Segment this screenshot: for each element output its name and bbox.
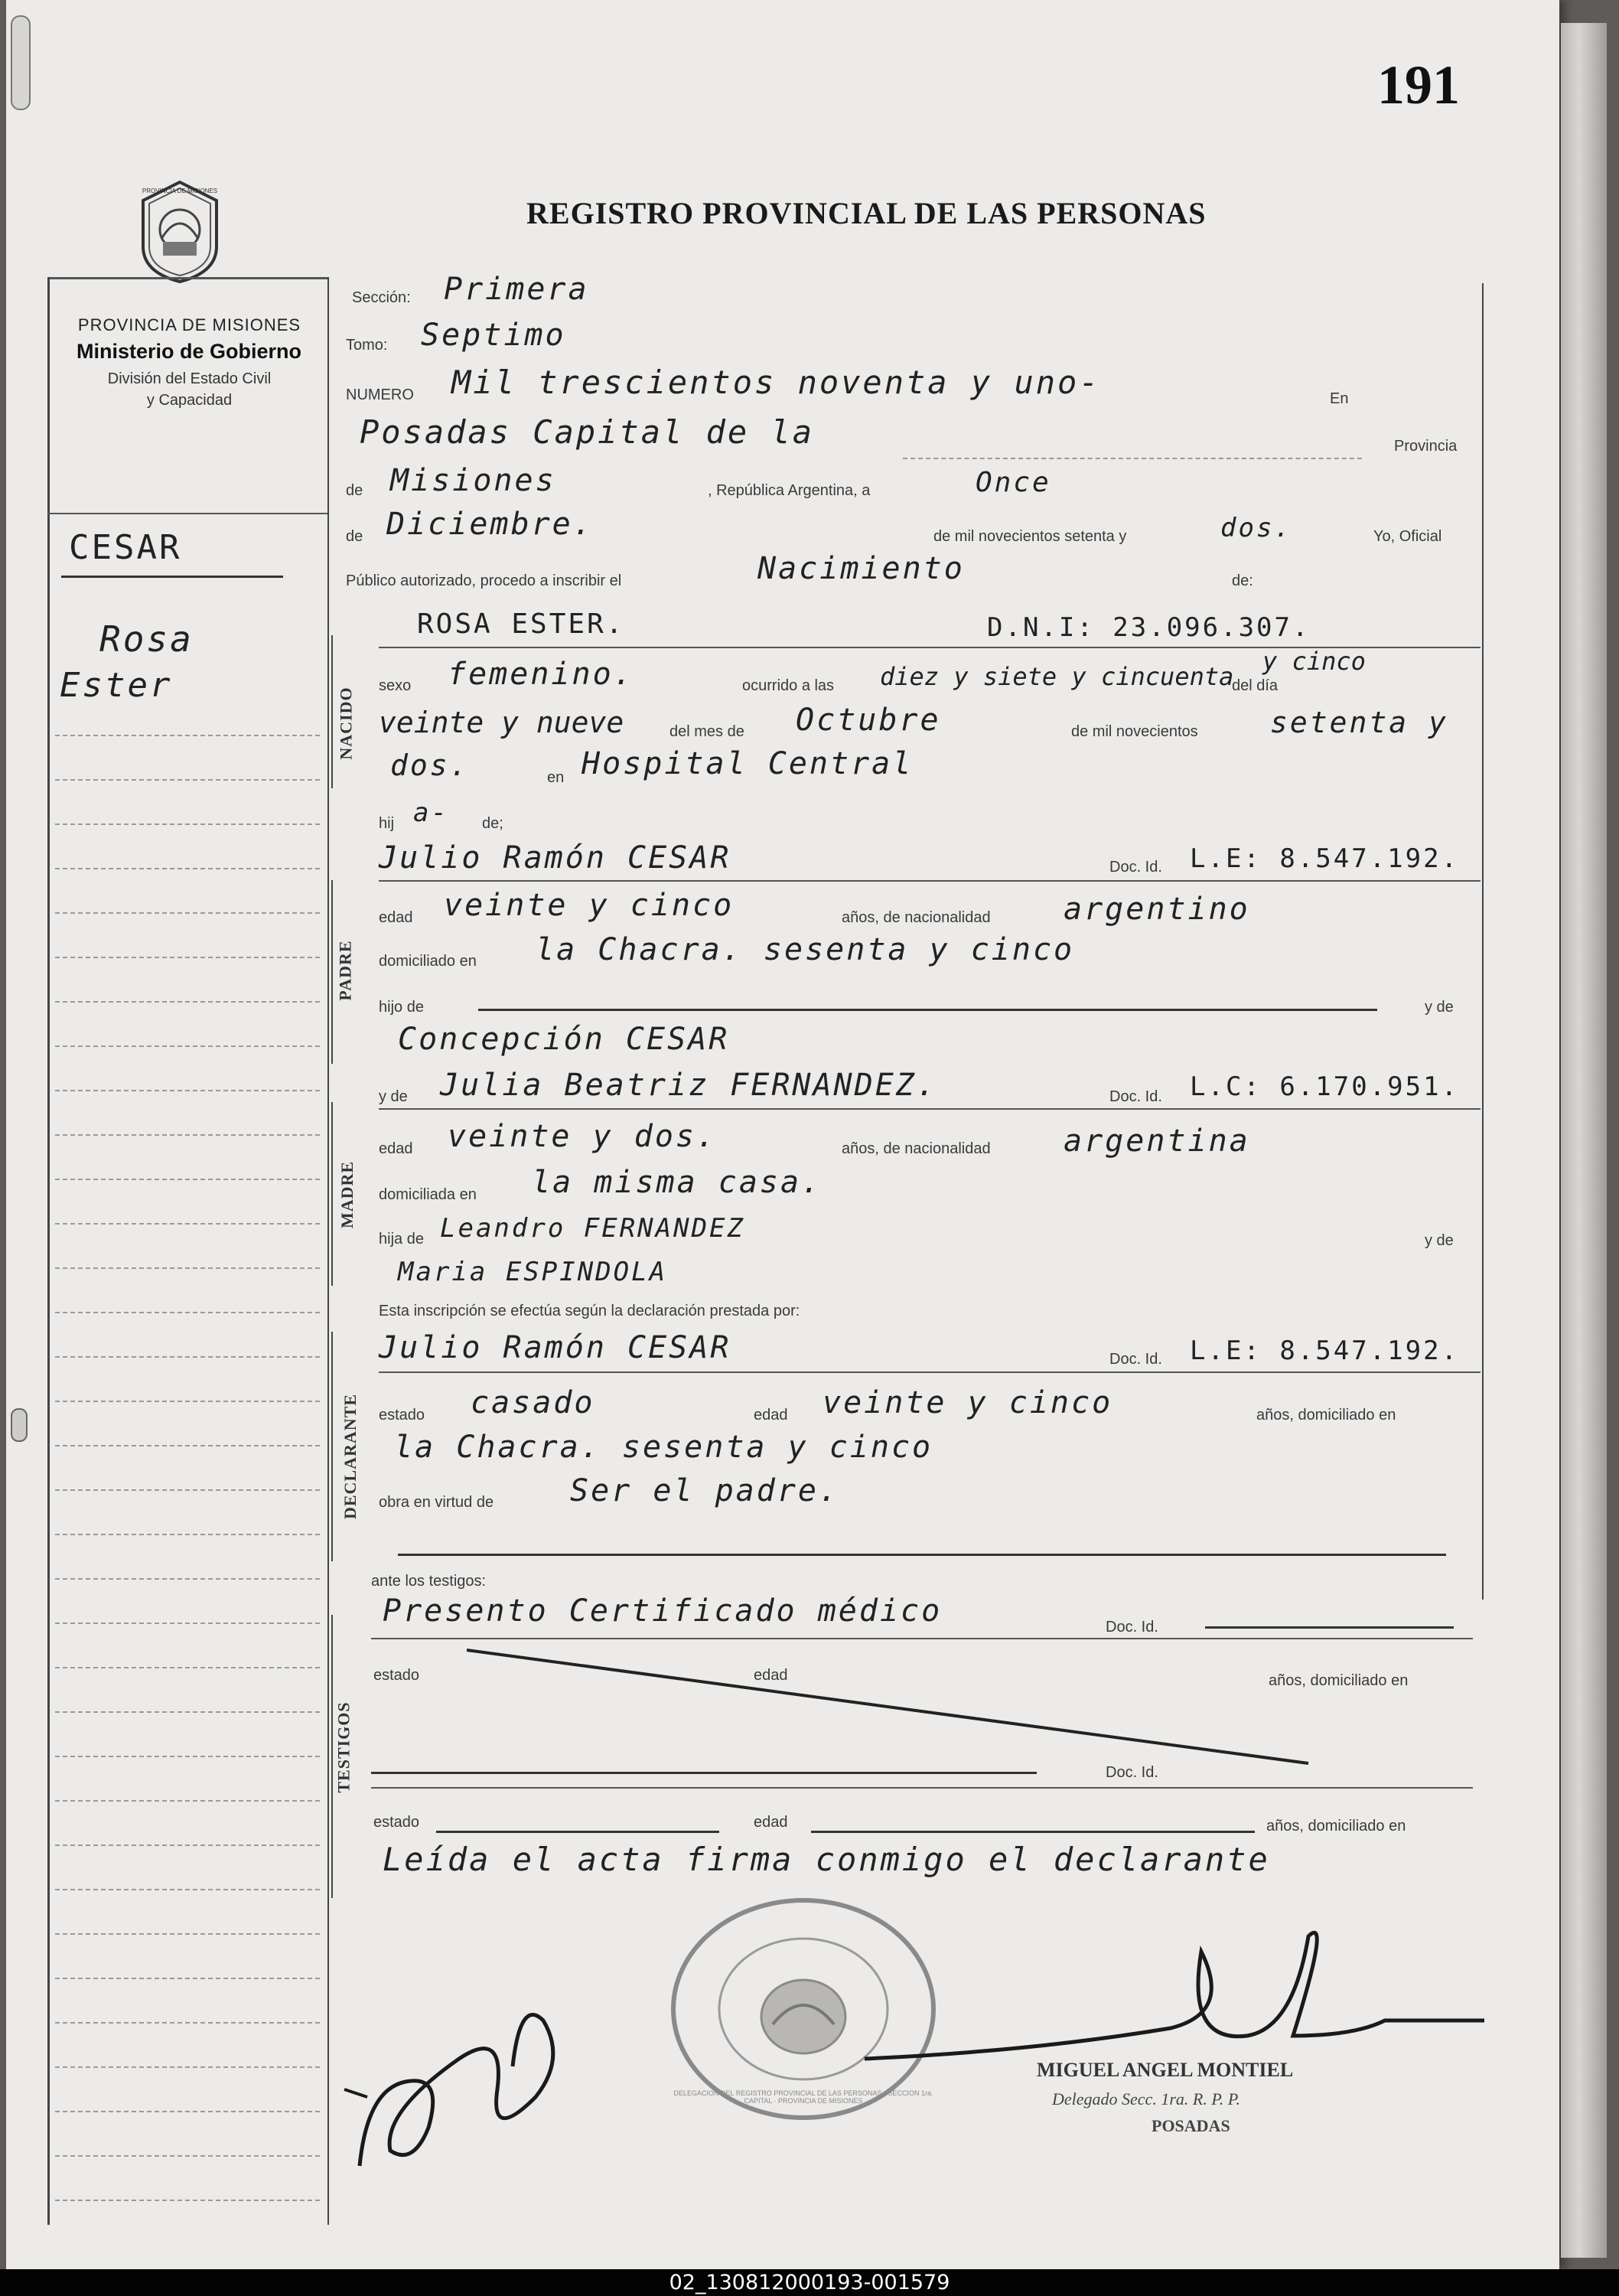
label-hijo-de: hijo de (379, 999, 424, 1016)
label-seccion: Sección: (352, 289, 411, 306)
label-inscripcion: Esta inscripción se efectúa según la declaración prestada por: (379, 1303, 800, 1319)
margin-given-name-1: Rosa (99, 618, 194, 660)
margin-rule (55, 1711, 320, 1713)
margin-rule (55, 1578, 320, 1580)
rule-doc-testigo-1 (1205, 1626, 1454, 1629)
value-tomo: Septimo (421, 318, 566, 353)
label-de-acto: de: (1232, 572, 1253, 589)
label-estado-t1: estado (373, 1667, 420, 1684)
official-city: POSADAS (1152, 2116, 1230, 2135)
label-en: En (1330, 390, 1349, 407)
label-de-mes: de (346, 528, 363, 545)
value-sexo: femenino. (448, 657, 634, 692)
label-de-padres: de; (482, 815, 503, 832)
margin-rule (55, 735, 320, 736)
margin-rule (55, 1800, 320, 1802)
value-decl-dom: la Chacra. sesenta y cinco (394, 1430, 933, 1465)
label-ante: ante los testigos: (371, 1573, 487, 1590)
label-estado-t2: estado (373, 1814, 420, 1831)
label-publico: Público autorizado, procedo a inscribir el (346, 572, 622, 589)
value-decl-doc: L.E: 8.547.192. (1190, 1336, 1460, 1366)
label-anos-dom-t2: años, domiciliado en (1266, 1818, 1406, 1835)
value-numero: Mil trescientos noventa y uno- (451, 364, 1101, 401)
official-role: Delegado Secc. 1ra. R. P. P. (1052, 2089, 1241, 2108)
margin-surname-underline (61, 576, 283, 578)
section-label-padre: PADRE (335, 940, 355, 1001)
value-padre-nombre: Julio Ramón CESAR (379, 840, 731, 876)
left-column-top-rule (47, 277, 327, 279)
value-decl-edad: veinte y cinco (823, 1385, 1113, 1420)
left-column-border (47, 277, 50, 2225)
label-doc-testigo-2: Doc. Id. (1106, 1764, 1158, 1781)
label-de: de (346, 482, 363, 499)
margin-rule (55, 2111, 320, 2112)
section-label-nacido: NACIDO (336, 687, 356, 760)
value-testigo: Presento Certificado médico (383, 1593, 943, 1629)
value-padre-edad: veinte y cinco (444, 888, 735, 923)
label-doc-madre: Doc. Id. (1109, 1088, 1162, 1105)
madre-bracket (331, 1102, 333, 1286)
label-de-mil-nov: de mil novecientos (1071, 723, 1198, 740)
margin-rule (55, 868, 320, 869)
label-y-de-madre-2: y de (1425, 1232, 1454, 1249)
margin-given-name-2: Ester (60, 666, 173, 705)
margin-rule (55, 1844, 320, 1846)
value-seccion: Primera (444, 272, 589, 307)
binder-hole (11, 1408, 28, 1442)
value-mes: Diciembre. (386, 507, 594, 542)
label-edad-decl: edad (754, 1407, 788, 1424)
value-madre-doc: L.C: 6.170.951. (1190, 1071, 1460, 1102)
value-nombre: ROSA ESTER. (417, 608, 625, 640)
section-label-madre: MADRE (337, 1160, 357, 1229)
signature-left (337, 1975, 597, 2181)
rule-testigo-2 (371, 1787, 1473, 1789)
margin-rule (55, 1667, 320, 1668)
label-domiciliada: domiciliada en (379, 1186, 477, 1203)
margin-rule (55, 2200, 320, 2201)
section-label-declarante: DECLARANTE (340, 1393, 360, 1520)
rule-madre (379, 1108, 1481, 1110)
document-title: REGISTRO PROVINCIAL DE LAS PERSONAS (526, 196, 1207, 230)
left-column-divider (47, 513, 327, 514)
margin-rule (55, 1090, 320, 1091)
label-y-de-madre: y de (379, 1088, 408, 1105)
label-anos-nac-madre: años, de nacionalidad (842, 1140, 991, 1157)
margin-rule (55, 823, 320, 825)
dotted-line (903, 458, 1362, 459)
value-cierre: Leída el acta firma conmigo el declarante (383, 1841, 1270, 1878)
value-decl-obra: Ser el padre. (570, 1473, 840, 1508)
value-anio: dos. (1220, 513, 1292, 543)
stamp-ring-text: DELEGACION DEL REGISTRO PROVINCIAL DE LAS PERSONAS · SECCION 1ra. CAPITAL · PROVINCIA DE MISIONES (673, 2089, 933, 2105)
official-name: MIGUEL ANGEL MONTIEL (1037, 2059, 1294, 2081)
label-anos-nac-padre: años, de nacionalidad (842, 909, 991, 926)
margin-rule (55, 1045, 320, 1047)
value-padre-madre: Concepción CESAR (398, 1022, 730, 1057)
binder-hole (11, 15, 31, 110)
value-hij-suffix: a- (413, 797, 449, 828)
label-edad-padre: edad (379, 909, 413, 926)
value-anio-nac-1: setenta y (1270, 706, 1448, 739)
org-division: División del Estado Civil (107, 370, 272, 387)
page-edge (1561, 23, 1607, 2258)
rule-edad-t2 (811, 1831, 1255, 1833)
label-sexo: sexo (379, 677, 412, 694)
margin-surname: CESAR (69, 528, 182, 567)
value-dni: D.N.I: 23.096.307. (987, 612, 1311, 643)
label-anos-dom-t1: años, domiciliado en (1269, 1672, 1409, 1689)
margin-rule (55, 1889, 320, 1890)
value-madre-madre: Maria ESPINDOLA (398, 1257, 668, 1287)
value-dia: Once (976, 467, 1051, 498)
margin-rule (55, 1356, 320, 1358)
label-republica: , República Argentina, a (708, 482, 871, 499)
margin-rule (55, 1001, 320, 1003)
margin-rule (55, 1134, 320, 1136)
page-number: 191 (1377, 54, 1460, 116)
label-estado-decl: estado (379, 1407, 425, 1424)
margin-rule (55, 1489, 320, 1491)
margin-rule (55, 1445, 320, 1446)
nacido-bracket (331, 635, 333, 788)
value-padre-dom: la Chacra. sesenta y cinco (536, 932, 1075, 967)
rule-declarante (379, 1371, 1481, 1373)
margin-rule (55, 957, 320, 958)
value-provincia: Misiones (390, 463, 556, 498)
value-lugar: Posadas Capital de la (360, 413, 815, 451)
label-domiciliado-padre: domiciliado en (379, 953, 477, 970)
value-decl-estado: casado (471, 1385, 595, 1420)
label-anos-dom-decl: años, domiciliado en (1256, 1407, 1396, 1424)
declarante-bracket (331, 1332, 333, 1561)
value-padre-nac: argentino (1064, 892, 1250, 927)
form-right-border (1482, 283, 1484, 1600)
org-ministry: Ministerio de Gobierno (76, 340, 302, 363)
rule-testigo-1 (371, 1638, 1473, 1639)
margin-rule (55, 779, 320, 781)
label-doc-testigo-1: Doc. Id. (1106, 1619, 1158, 1636)
cancel-stroke (459, 1645, 1316, 1768)
label-y-de-padre: y de (1425, 999, 1454, 1016)
margin-rule (55, 912, 320, 914)
rule-testigo-blank (371, 1772, 1037, 1774)
margin-rule (55, 1534, 320, 1535)
label-ocurrido: ocurrido a las (742, 677, 835, 694)
label-edad-t2: edad (754, 1814, 788, 1831)
margin-rule (55, 1223, 320, 1225)
value-lugar-nac: Hospital Central (581, 746, 914, 781)
padre-bracket (331, 880, 333, 1064)
label-edad-t1: edad (754, 1667, 788, 1684)
testigos-bracket (331, 1615, 333, 1898)
label-mil-novecientos: de mil novecientos setenta y (933, 528, 1127, 545)
rule-estado-t2 (436, 1831, 719, 1833)
org-province: PROVINCIA DE MISIONES (77, 315, 301, 334)
value-anio-nac-2: dos. (390, 748, 470, 782)
label-en-lugar: en (547, 769, 565, 786)
label-hija-de: hija de (379, 1231, 424, 1247)
value-madre-nombre: Julia Beatriz FERNANDEZ. (440, 1068, 937, 1103)
margin-rule (55, 2022, 320, 2024)
label-tomo: Tomo: (346, 337, 388, 354)
margin-rule (55, 1267, 320, 1269)
value-dia-nac: veinte y nueve (379, 706, 624, 739)
margin-rule (55, 1179, 320, 1180)
value-madre-nac: argentina (1064, 1124, 1250, 1159)
rule-hijo-de (478, 1009, 1377, 1011)
value-madre-edad: veinte y dos. (448, 1119, 718, 1154)
label-numero: NUMERO (346, 386, 414, 403)
value-acto: Nacimiento (757, 551, 965, 586)
margin-rule (55, 1756, 320, 1757)
margin-rule (55, 2155, 320, 2157)
label-yo-oficial: Yo, Oficial (1373, 528, 1442, 545)
label-obra: obra en virtud de (379, 1494, 494, 1511)
margin-rule (55, 1401, 320, 1402)
label-del-dia: del día (1232, 677, 1279, 694)
value-mes-nac: Octubre (796, 703, 941, 738)
rule-obra (398, 1554, 1446, 1556)
margin-rule (55, 1312, 320, 1313)
seal-caption: PROVINCIA DE MISIONES (142, 188, 218, 194)
value-madre-padre: Leandro FERNANDEZ (440, 1213, 745, 1244)
org-division-2: y Capacidad (146, 392, 233, 409)
label-provincia: Provincia (1394, 438, 1458, 455)
label-hij: hij (379, 815, 395, 832)
value-madre-dom: la misma casa. (532, 1165, 823, 1200)
margin-rule (55, 1933, 320, 1935)
value-hora: diez y siete y cincuenta (880, 662, 1234, 691)
label-doc-padre: Doc. Id. (1109, 859, 1162, 876)
margin-rule (55, 1978, 320, 1979)
value-decl-nombre: Julio Ramón CESAR (379, 1330, 731, 1365)
margin-rule (55, 1623, 320, 1624)
label-doc-decl: Doc. Id. (1109, 1351, 1162, 1368)
rule-padre (379, 880, 1481, 882)
left-column-right-border (327, 277, 329, 2225)
file-id: 02_130812000193-001579 (669, 2271, 950, 2294)
label-del-mes: del mes de (669, 723, 744, 740)
value-padre-doc: L.E: 8.547.192. (1190, 843, 1460, 874)
section-label-testigos: TESTIGOS (334, 1701, 353, 1793)
value-hora-sup: y cinco (1262, 647, 1366, 676)
margin-rule (55, 2066, 320, 2068)
label-edad-madre: edad (379, 1140, 413, 1157)
